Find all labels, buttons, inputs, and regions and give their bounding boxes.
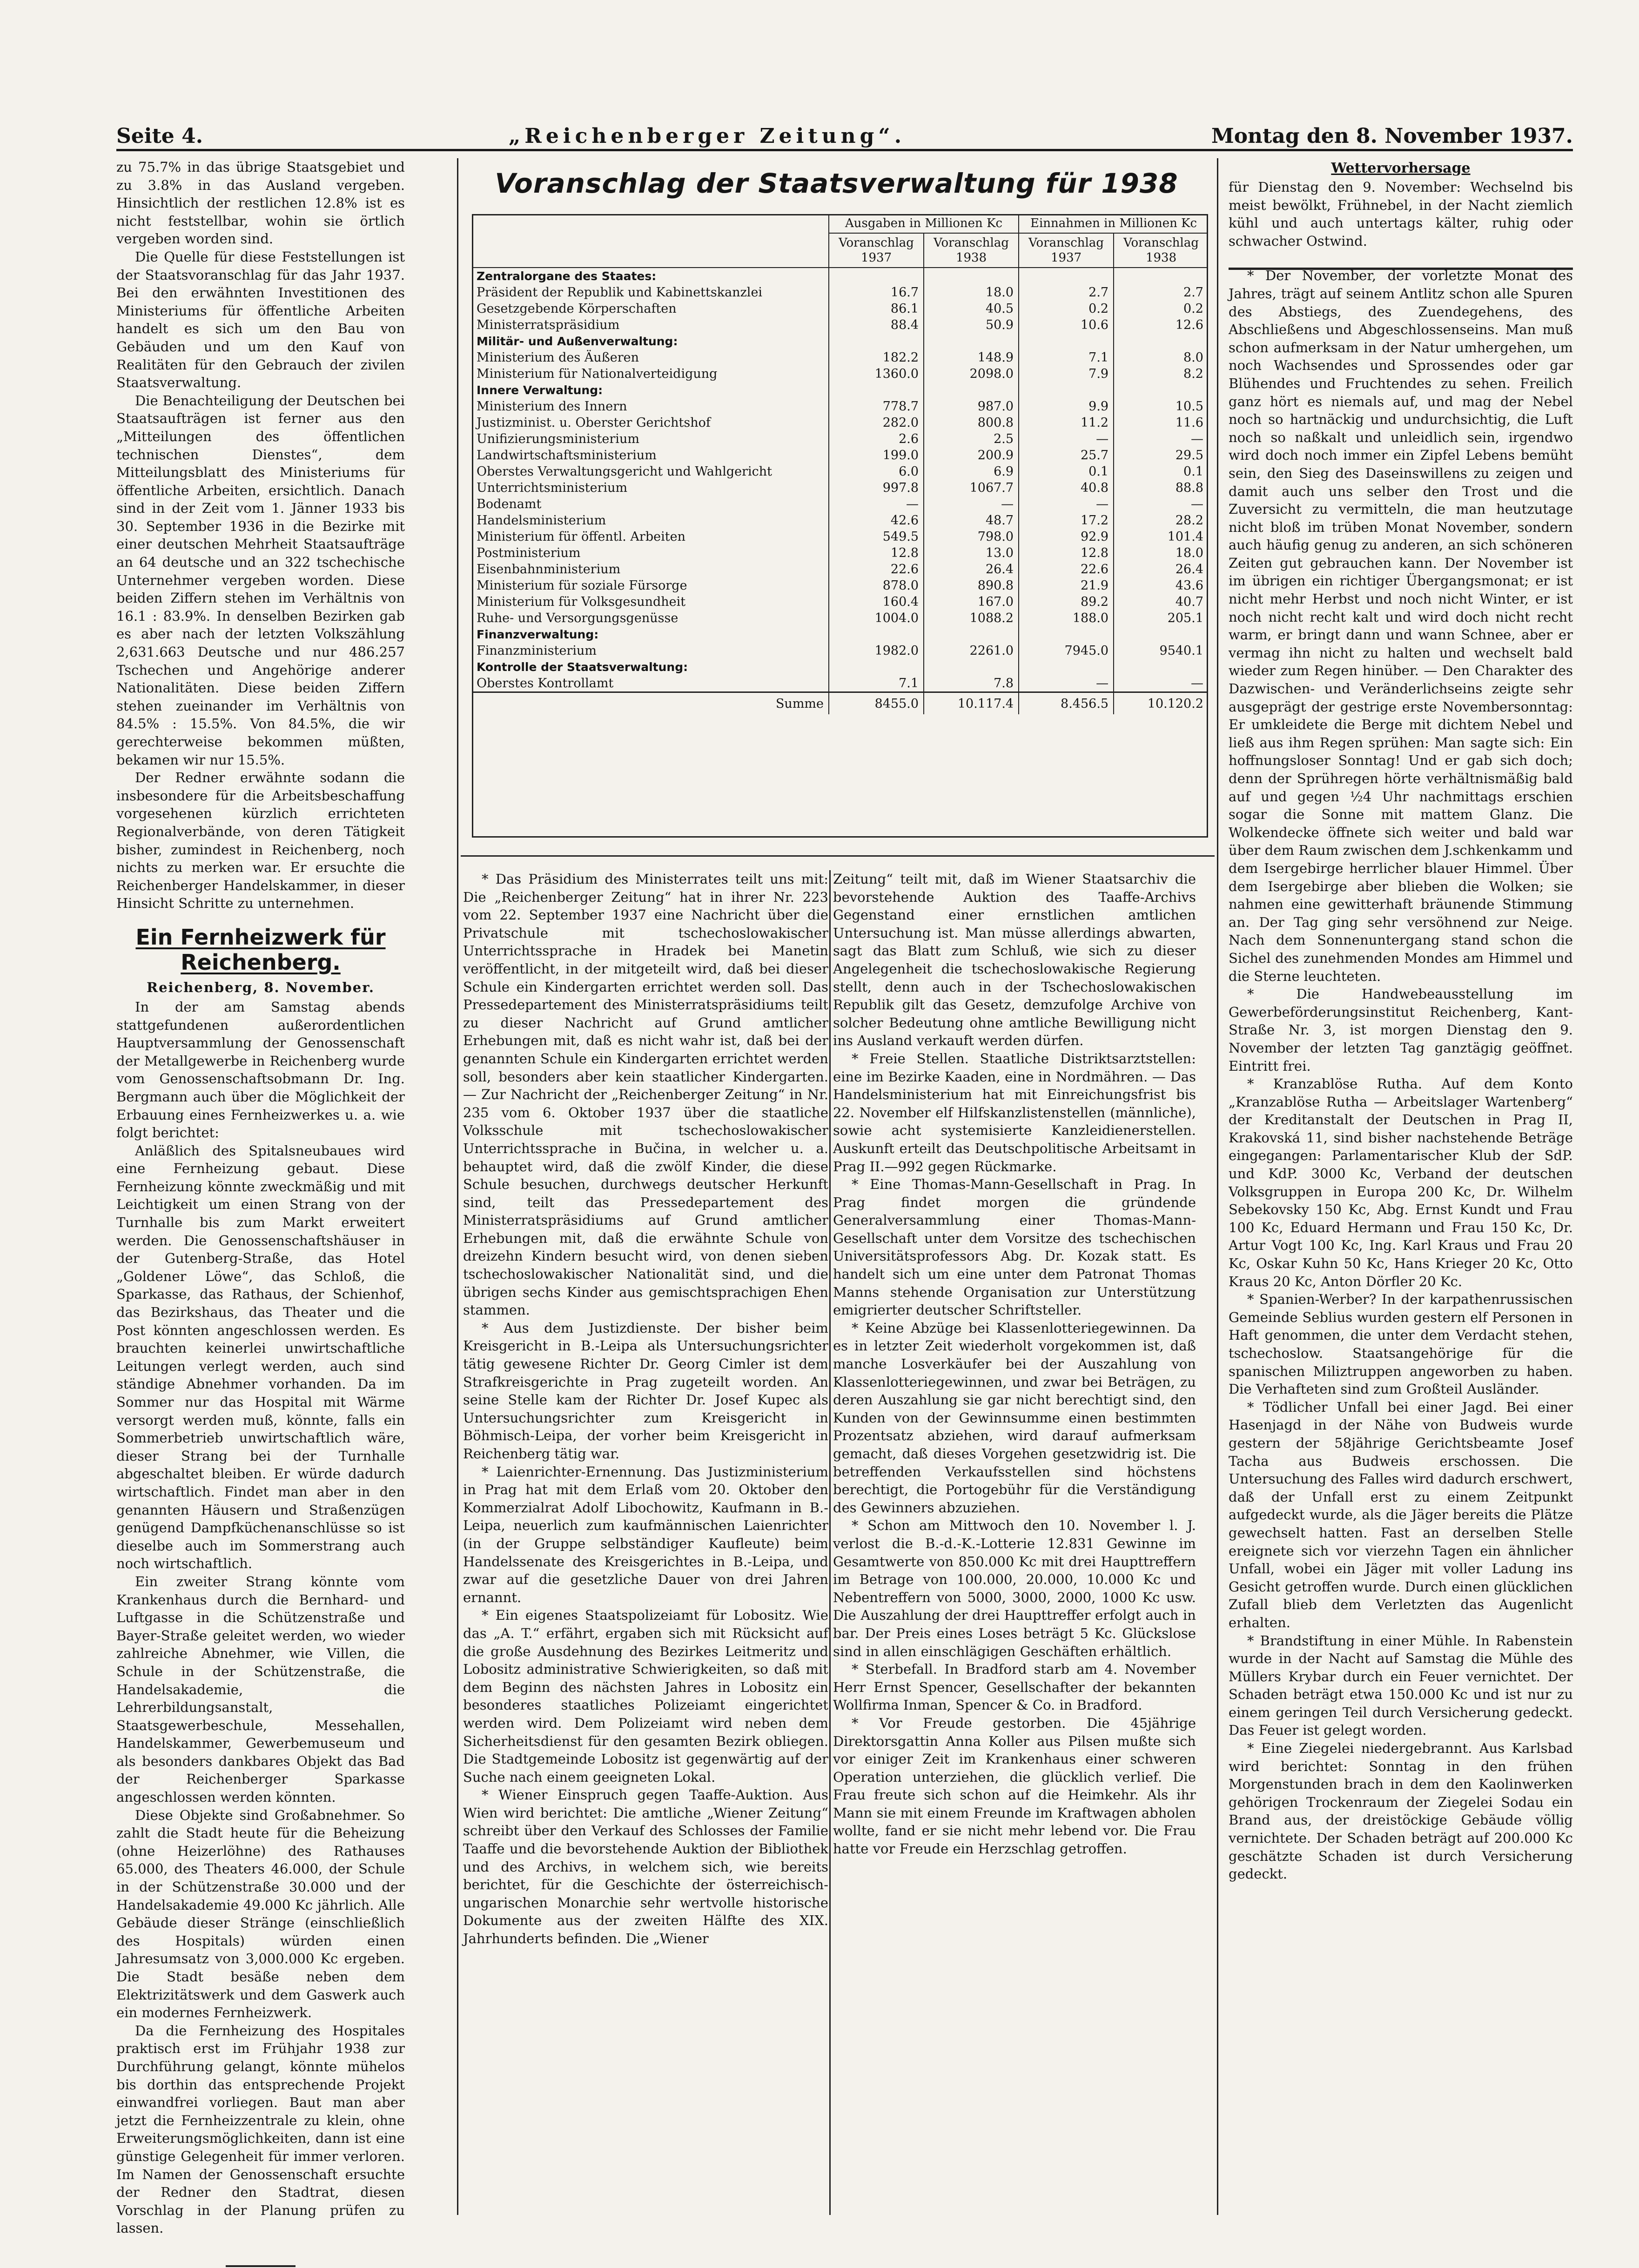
row-value bbox=[924, 268, 1019, 284]
column-rule-3 bbox=[1217, 158, 1218, 2215]
table-row bbox=[472, 349, 1208, 366]
row-label: Handelsministerium bbox=[477, 513, 606, 528]
table-row bbox=[472, 675, 1208, 692]
article-paragraph: Die Quelle für diese Feststellungen ist der Staatsvoranschlag für das Jahr 1937. Bei den erwähnten Investitionen des Ministeriums für öffentliche Arbeiten handelt es sich um den Bau von Gebäuden und um den Kauf von Realitäten für den Gebrauch der zivilen Staatsverwaltung. bbox=[116, 248, 405, 391]
row-value: 282.0 bbox=[829, 415, 924, 431]
row-value: 16.7 bbox=[829, 284, 924, 301]
row-value: 205.1 bbox=[1114, 610, 1208, 626]
table-row bbox=[472, 594, 1208, 610]
row-value: 2.6 bbox=[829, 431, 924, 447]
row-value: 11.2 bbox=[1019, 415, 1114, 431]
article-paragraph: In der am Samstag abends stattgefundenen außerordentlichen Hauptversammlung der Genossenschaft der Metallgewerbe in Reichenberg wurde vom Genossenschaftsobmann Dr. Ing. Bergmann auch über die Möglichkeit der Erbauung eines Fernheizwerkes u. a. wie folgt berichtet: bbox=[116, 999, 405, 1141]
row-value: 6.0 bbox=[829, 463, 924, 480]
article-headline: Ein Fernheizwerk für Reichenberg. bbox=[135, 924, 386, 975]
row-label: Ministerium des Äußeren bbox=[477, 350, 639, 365]
row-label: Landwirtschaftsministerium bbox=[477, 448, 657, 463]
issue-date: Montag den 8. November 1937. bbox=[1211, 124, 1573, 148]
row-value: 9.9 bbox=[1019, 398, 1114, 415]
table-row bbox=[472, 415, 1208, 431]
row-value bbox=[1114, 268, 1208, 284]
news-item: * Spanien-Werber? In der karpathenrussischen Gemeinde Seblius wurden gestern elf Personen in Haft genommen, die unter dem Verdacht stehen, tschechoslow. Staatsangehörige für die spanischen Miliztruppen angeworben zu haben. Die Verhafteten sind zum Großteil Ausländer. bbox=[1229, 1291, 1573, 1397]
table-row bbox=[472, 463, 1208, 480]
row-value: 6.9 bbox=[924, 463, 1019, 480]
column-2 bbox=[463, 870, 828, 2210]
table-group-row bbox=[472, 382, 1208, 398]
end-rule bbox=[226, 2265, 296, 2267]
row-value: 1982.0 bbox=[829, 643, 924, 659]
row-label: Ministerratspräsidium bbox=[477, 318, 620, 332]
row-value: 40.5 bbox=[924, 301, 1019, 317]
article-paragraph: Die Benachteiligung der Deutschen bei Staatsaufträgen ist ferner aus den „Mitteilungen des öffentlichen technischen Dienstes“, dem Mitteilungsblatt des Ministeriums für öffentliche Arbeiten, ersichtlich. Danach sind in der Zeit vom 1. Jänner 1933 bis 30. September 1936 in die Bezirke mit einer deutschen Mehrheit Staatsaufträge an 64 deutsche und an 322 tschechische Unternehmer vergeben worden. Diese beiden Ziffern stehen im Verhältnis von 16.1 : 83.9%. In denselben Bezirken gab es aber nach der letzten Volkszählung 2,631.663 Deutsche und nur 486.257 Tschechen und Angehörige anderer Nationalitäten. Diese beiden Ziffern stehen zueinander im Verhältnis von 84.5% : 15.5%. Von 84.5%, die wir gerechterweise bekommen müßten, bekamen wir nur 15.5%. bbox=[116, 392, 405, 768]
row-value: 26.4 bbox=[924, 561, 1019, 577]
row-label: Ministerium des Innern bbox=[477, 399, 627, 414]
row-value: 200.9 bbox=[924, 447, 1019, 463]
row-label: Ministerium für öffentl. Arbeiten bbox=[477, 530, 685, 544]
row-value: 7.9 bbox=[1019, 366, 1114, 382]
row-value: 199.0 bbox=[829, 447, 924, 463]
row-value: 28.2 bbox=[1114, 512, 1208, 529]
row-label: Militär- und Außenverwaltung: bbox=[477, 335, 678, 348]
row-value: 13.0 bbox=[924, 545, 1019, 561]
column-4 bbox=[1229, 158, 1573, 2210]
row-value: 40.8 bbox=[1019, 480, 1114, 496]
row-value: 2098.0 bbox=[924, 366, 1019, 382]
news-item: * Die Handwebeausstellung im Gewerbeförderungsinstitut Reichenberg, Kant-Straße Nr. 3, ist morgen Dienstag den 9. November der letzten Tag ganztägig geöffnet. Eintritt frei. bbox=[1229, 986, 1573, 1074]
row-value: 25.7 bbox=[1019, 447, 1114, 463]
article-paragraph: zu 75.7% in das übrige Staatsgebiet und zu 3.8% in das Ausland vergeben. Hinsichtlich der restlichen 12.8% ist es nicht feststellbar, wohin sie örtlich vergeben worden sind. bbox=[116, 159, 405, 247]
row-value: 7.1 bbox=[1019, 349, 1114, 366]
row-value: 798.0 bbox=[924, 529, 1019, 545]
column-rule-1 bbox=[457, 158, 458, 2215]
table-row bbox=[472, 496, 1208, 512]
table-row bbox=[472, 480, 1208, 496]
table-row bbox=[472, 366, 1208, 382]
row-value: — bbox=[829, 496, 924, 512]
table-bottom-rule bbox=[461, 855, 1215, 857]
row-value bbox=[829, 333, 924, 349]
row-value: 86.1 bbox=[829, 301, 924, 317]
table-title: Voranschlag der Staatsverwaltung für 1938 bbox=[495, 168, 1178, 199]
row-value: 0.1 bbox=[1114, 463, 1208, 480]
row-label: Kontrolle der Staatsverwaltung: bbox=[477, 660, 688, 674]
news-item: * Laienrichter-Ernennung. Das Justizministerium in Prag hat mit dem Erlaß vom 20. Oktober den Kommerzialrat Adolf Libochowitz, Kaufmann in B.-Leipa, neuerlich zum kaufmännischen Laienrichter (in der Gruppe selbständiger Kaufleute) beim Handelssenate des Kreisgerichtes in B.-Leipa, und zwar auf die gesetzliche Dauer von drei Jahren ernannt. bbox=[463, 1463, 828, 1605]
row-label: Unifizierungsministerium bbox=[477, 432, 639, 446]
row-value: 1004.0 bbox=[829, 610, 924, 626]
article-paragraph: Der Redner erwähnte sodann die insbesondere für die Arbeitsbeschaffung vorgesehenen kürzlich errichteten Regionalverbände, von deren Tätigkeit bisher, zumindest in Reichenberg, noch nichts zu merken war. Er ersuchte die Reichenberger Handelskammer, in dieser Hinsicht Schritte zu unternehmen. bbox=[116, 770, 405, 912]
row-value bbox=[829, 382, 924, 398]
table-row bbox=[472, 643, 1208, 659]
row-value: 167.0 bbox=[924, 594, 1019, 610]
row-value: 2.7 bbox=[1019, 284, 1114, 301]
row-value: 26.4 bbox=[1114, 561, 1208, 577]
row-label: Summe bbox=[472, 692, 829, 715]
row-value: — bbox=[1019, 675, 1114, 692]
table-sum-row bbox=[472, 692, 1208, 715]
row-value: 997.8 bbox=[829, 480, 924, 496]
row-value: 8.0 bbox=[1114, 349, 1208, 366]
subheader: Voranschlag 1937 bbox=[829, 233, 924, 268]
row-label: Unterrichtsministerium bbox=[477, 481, 628, 495]
row-value bbox=[1114, 659, 1208, 675]
row-value: — bbox=[1019, 431, 1114, 447]
row-value bbox=[1019, 268, 1114, 284]
news-item: * Freie Stellen. Staatliche Distriktsarztstellen: eine im Bezirke Kaaden, eine in Nordmähren. — Das Handelsministerium hat mit Einreichungsfrist bis 22. November elf Hilfskanzlistenstellen (männliche), sowie acht systemisierte Kanzleidienerstellen. Auskunft erteilt das Deutschpolitische Arbeitsamt in Prag II.—992 gegen Rückmarke. bbox=[833, 1050, 1196, 1174]
column-1 bbox=[116, 158, 405, 2236]
table-row bbox=[472, 577, 1208, 594]
table-group-row bbox=[472, 626, 1208, 643]
row-value: 88.4 bbox=[829, 317, 924, 333]
row-value: 10.6 bbox=[1019, 317, 1114, 333]
row-label: Zentralorgane des Staates: bbox=[477, 269, 657, 283]
row-value bbox=[829, 659, 924, 675]
row-value: 182.2 bbox=[829, 349, 924, 366]
row-value: 987.0 bbox=[924, 398, 1019, 415]
news-item: * Ein eigenes Staatspolizeiamt für Lobositz. Wie das „A. T.“ erfährt, ergaben sich mit Rücksicht auf die große Ausdehnung des Bezirkes Leitmeritz und Lobositz administrative Schwierigkeiten, so daß mit dem Beginn des nächsten Jahres in Lobositz ein besonderes staatliches Polizeiamt eingerichtet werden wird. Dem Polizeiamt wird neben dem Sicherheitsdienst für den gesamten Bezirk obliegen. Die Stadtgemeinde Lobositz ist gegenwärtig auf der Suche nach einem geeigneten Lokal. bbox=[463, 1607, 828, 1785]
row-value bbox=[924, 382, 1019, 398]
article-paragraph: Da die Fernheizung des Hospitales praktisch erst im Frühjahr 1938 zur Durchführung gelangt, könnte mühelos bis dorthin das entsprechende Projekt einwandfrei vorliegen. Baut man aber jetzt die Fernheizzentrale zu klein, ohne Erweiterungsmöglichkeiten, dann ist eine günstige Gelegenheit für immer verloren. Im Namen der Genossenschaft ersuchte der Redner den Stadtrat, diesen Vorschlag in der Planung prüfen zu lassen. bbox=[116, 2022, 405, 2236]
row-value: 0.2 bbox=[1019, 301, 1114, 317]
row-value: 890.8 bbox=[924, 577, 1019, 594]
row-value: 89.2 bbox=[1019, 594, 1114, 610]
row-label: Finanzverwaltung: bbox=[477, 628, 599, 641]
row-label: Präsident der Republik und Kabinettskanzlei bbox=[477, 285, 763, 300]
row-value: 18.0 bbox=[924, 284, 1019, 301]
masthead: „Reichenberger Zeitung“. bbox=[508, 124, 906, 148]
row-value: 2261.0 bbox=[924, 643, 1019, 659]
table-group-row bbox=[472, 268, 1208, 284]
row-value: 17.2 bbox=[1019, 512, 1114, 529]
row-value: 12.8 bbox=[1019, 545, 1114, 561]
header-income: Einnahmen in Millionen Kc bbox=[1019, 214, 1208, 233]
article-paragraph: Ein zweiter Strang könnte vom Krankenhaus durch die Bernhard- und Luftgasse in die Schützenstraße und Bayer-Straße geleitet werden, wo wieder zahlreiche Abnehmer, wie Villen, die Schule in der Schützenstraße, die Handelsakademie, die Lehrerbildungsanstalt, Staatsgewerbeschule, Messehallen, Handelskammer, Gewerbemuseum und als besonders dankbares Objekt das Bad der Reichenberger Sparkasse angeschlossen werden könnten. bbox=[116, 1573, 405, 1805]
column-rule-2 bbox=[829, 870, 831, 2215]
row-value: 160.4 bbox=[829, 594, 924, 610]
row-value: 12.6 bbox=[1114, 317, 1208, 333]
row-value: 12.8 bbox=[829, 545, 924, 561]
table-row bbox=[472, 610, 1208, 626]
row-value: 10.120.2 bbox=[1114, 692, 1208, 715]
row-value: 778.7 bbox=[829, 398, 924, 415]
news-item: * Sterbefall. In Bradford starb am 4. November Herr Ernst Spencer, Gesellschafter der bekannten Wollfirma Inman, Spencer & Co. in Bradford. bbox=[833, 1661, 1196, 1713]
row-value: — bbox=[1114, 675, 1208, 692]
row-value: — bbox=[1114, 431, 1208, 447]
row-value bbox=[924, 333, 1019, 349]
page-number: Seite 4. bbox=[116, 124, 203, 148]
row-value: 50.9 bbox=[924, 317, 1019, 333]
table-group-row bbox=[472, 659, 1208, 675]
row-value: — bbox=[924, 496, 1019, 512]
table-body bbox=[472, 268, 1208, 714]
row-value: 0.2 bbox=[1114, 301, 1208, 317]
row-value: 549.5 bbox=[829, 529, 924, 545]
row-value: — bbox=[1114, 496, 1208, 512]
row-label: Bodenamt bbox=[477, 497, 542, 511]
subheader: Voranschlag 1938 bbox=[924, 233, 1019, 268]
news-item: * Eine Ziegelei niedergebrannt. Aus Karlsbad wird berichtet: Sonntag in den frühen Morgenstunden brach in dem den Kaolinwerken gehörigen Trockenraum der Ziegelei Sodau ein Brand aus, der dreistöckige Gebäude völlig vernichtete. Der Schaden beträgt auf 200.000 Kc geschätzte Schaden ist durch Versicherung gedeckt. bbox=[1229, 1740, 1573, 1882]
budget-table-block bbox=[465, 158, 1208, 842]
news-item: * Aus dem Justizdienste. Der bisher beim Kreisgericht in B.-Leipa als Untersuchungsrichter tätig gewesene Richter Dr. Georg Cimler ist dem Strafkreisgerichte in Prag zugeteilt worden. An seine Stelle kam der Richter Dr. Josef Kupec als Untersuchungsrichter zum Kreisgericht in Böhmisch-Leipa, der vorher beim Kreisgericht in Reichenberg tätig war. bbox=[463, 1320, 828, 1462]
row-value: 188.0 bbox=[1019, 610, 1114, 626]
row-value: 0.1 bbox=[1019, 463, 1114, 480]
row-value: 7.8 bbox=[924, 675, 1019, 692]
row-value: 92.9 bbox=[1019, 529, 1114, 545]
row-label: Postministerium bbox=[477, 546, 581, 560]
table-row bbox=[472, 529, 1208, 545]
header-expenses: Ausgaben in Millionen Kc bbox=[829, 214, 1019, 233]
news-item: * Keine Abzüge bei Klassenlotteriegewinnen. Da es in letzter Zeit wiederholt vorgekommen ist, daß manche Losverkäufer bei der Auszahlung von Klassenlotteriegewinnen, und zwar bei Beträgen, zu deren Auszahlung sie gar nicht berechtigt sind, den Kunden von der Gewinnsumme einen bestimmten Prozentsatz abziehen, wird darauf aufmerksam gemacht, daß dieses Vorgehen gesetzwidrig ist. Die betreffenden Verkaufsstellen sind höchstens berechtigt, die Portogebühr für die Verständigung des Gewinners abzuziehen. bbox=[833, 1320, 1196, 1516]
row-value: 40.7 bbox=[1114, 594, 1208, 610]
row-value: 10.117.4 bbox=[924, 692, 1019, 715]
news-item: * Kranzablöse Rutha. Auf dem Konto „Kranzablöse Rutha — Arbeitslager Wartenberg“ der Kreditanstalt der Deutschen in Prag II, Krakovská 11, sind bisher nachstehende Beträge eingegangen: Parlamentarischer Klub der SdP. und KdP. 3000 Kc, Verband der deutschen Volksgruppen in Europa 200 Kc, Dr. Wilhelm Sebekovsky 150 Kc, Abg. Ernst Kundt und Frau 100 Kc, Eduard Hermann und Frau 150 Kc, Dr. Artur Vogt 100 Kc, Ing. Karl Kraus und Frau 20 Kc, Oskar Kuhn 50 Kc, Hans Krieger 20 Kc, Otto Kraus 20 Kc, Anton Dörfler 20 Kc. bbox=[1229, 1076, 1573, 1289]
row-value bbox=[924, 626, 1019, 643]
article-dateline: Reichenberg, 8. November. bbox=[147, 979, 375, 995]
row-value: 42.6 bbox=[829, 512, 924, 529]
row-value: 8455.0 bbox=[829, 692, 924, 715]
news-item: * Der November, der vorletzte Monat des Jahres, trägt auf seinem Antlitz schon alle Spuren des Abstiegs, des Zuendegehens, des Abschließens und Abgeschlossenseins. Man muß schon aufmerksam in der Natur umhergehen, um noch Wachsendes und Sprossendes oder gar Blühendes und Fruchtendes zu sehen. Freilich ganz hört es niemals auf, und mag der Nebel noch so hartnäckig und undurchsichtig, die Luft noch so naßkalt und unleidlich sein, irgendwo wird doch noch immer ein Zipfel Lebens bemüht sein, den Sieg des Daseinswillens zu zeigen und damit auch uns selber den Trost und die Zuversicht zu vermitteln, die man heutzutage nicht bloß im trüben Monat November, sondern auch häufig genug zu anderen, an sich schöneren Zeiten gut gebrauchen kann. Der November ist im übrigen ein richtiger Übergangsmonat; er ist nicht mehr Herbst und noch nicht Winter, er ist noch nicht recht kalt und wird doch nicht recht warm, er bringt dann und wann Schnee, aber er vermag ihn nicht zu halten und wechselt bald wieder zum Regen hinüber. — Den Charakter des Dazwischen- und Veränderlichseins zeigte sehr ausgeprägt der gestrige erste Novembersonntag: Er umkleidete die Berge mit dichtem Nebel und ließ aus ihm Regen sprühen: Man sagte sich: Ein hoffnungsloser Sonntag! Und er gab sich doch; denn der Sprühregen hörte verhältnismäßig bald auf und gegen ½4 Uhr nachmittags erschien sogar die Sonne mit mattem Glanz. Die Wolkendecke öffnete sich weiter und bald war über dem Raum zwischen dem J.schkenkamm und dem Isergebirge herrlicher blauer Himmel. Über dem Isergebirge aber blieben die Wolken; sie nahmen eine gewitterhaft bräunende Stimmung an. Der Tag ging sehr versöhnend zur Neige. Nach dem Sonnenuntergang stand schon die Sichel des zunehmenden Mondes am Himmel und die Sterne leuchteten. bbox=[1229, 268, 1573, 984]
row-value: 10.5 bbox=[1114, 398, 1208, 415]
row-value: 43.6 bbox=[1114, 577, 1208, 594]
row-value: 7.1 bbox=[829, 675, 924, 692]
article-paragraph: Anläßlich des Spitalsneubaues wird eine Fernheizung gebaut. Diese Fernheizung könnte zweckmäßig und mit Leichtigkeit um einen Strang von der Turnhalle bis zum Markt erweitert werden. Die Genossenschaftshäuser in der Gutenberg-Straße, das Hotel „Goldener Löwe“, das Schloß, die Sparkasse, das Rathaus, der Schienhof, das Bezirkshaus, das Theater und die Post könnten angeschlossen werden. Es brauchten keinerlei unwirtschaftliche Leitungen verlegt werden, auch sind ständige Abnehmer vorhanden. Da im Sommer nur das Hospital mit Wärme versorgt werden muß, könnte, falls ein Sommerbetrieb unwirtschaftlich wäre, dieser Strang bei der Turnhalle abgeschaltet bleiben. Er würde dadurch wirtschaftlich. Findet man aber in den genannten Häusern und Straßenzügen genügend Dampfküchenanschlüsse so ist dieselbe auch im Sommerstrang auch noch wirtschaftlich. bbox=[116, 1142, 405, 1572]
row-label: Innere Verwaltung: bbox=[477, 383, 603, 397]
row-value: 48.7 bbox=[924, 512, 1019, 529]
row-label: Ruhe- und Versorgungsgenüsse bbox=[477, 611, 678, 625]
row-value: 878.0 bbox=[829, 577, 924, 594]
news-item: Zeitung“ teilt mit, daß im Wiener Staatsarchiv die bevorstehende Auktion des Taaffe-Archivs Gegenstand einer ernstlichen amtlichen Untersuchung ist. Man müsse allerdings abwarten, sagt das Blatt zum Schluß, wie sich zu dieser Angelegenheit die tschechoslowakische Regierung stellt, denn auch in der Tschechoslowakischen Republik gilt das Gesetz, demzufolge Archive von solcher Bedeutung ohne amtliche Bewilligung nicht ins Ausland verkauft werden dürfen. bbox=[833, 871, 1196, 1049]
row-value: 7945.0 bbox=[1019, 643, 1114, 659]
news-item: * Schon am Mittwoch den 10. November l. J. verlost die B.-d.-K.-Lotterie 12.831 Gewinne im Gesamtwerte von 850.000 Kc mit drei Haupttreffern im Betrage von 100.000, 20.000, 10.000 Kc und Nebentreffern von 5000, 3000, 2000, 1000 Kc usw. Die Auszahlung der drei Haupttreffer erfolgt auch in bar. Der Preis eines Loses beträgt 5 Kc. Glückslose sind in allen einschlägigen Geschäften erhältlich. bbox=[833, 1517, 1196, 1659]
column-3 bbox=[833, 870, 1196, 2210]
row-value: 88.8 bbox=[1114, 480, 1208, 496]
row-value bbox=[829, 268, 924, 284]
table-row bbox=[472, 398, 1208, 415]
row-label: Gesetzgebende Körperschaften bbox=[477, 302, 677, 316]
row-label: Oberstes Verwaltungsgericht und Wahlgericht bbox=[477, 464, 772, 479]
table-row bbox=[472, 284, 1208, 301]
row-value: 29.5 bbox=[1114, 447, 1208, 463]
row-value: 2.5 bbox=[924, 431, 1019, 447]
weather-forecast: für Dienstag den 9. November: Wechselnd bis meist bewölkt, Frühnebel, in der Nacht ziemlich kühl und auch untertags kälter, ruhig oder schwacher Ostwind. bbox=[1229, 179, 1573, 249]
row-value: — bbox=[1019, 496, 1114, 512]
table-row bbox=[472, 545, 1208, 561]
row-label: Finanzministerium bbox=[477, 644, 597, 658]
table-row bbox=[472, 301, 1208, 317]
news-item: * Eine Thomas-Mann-Gesellschaft in Prag. In Prag findet morgen die gründende Generalversammlung einer Thomas-Mann-Gesellschaft unter dem Vorsitze des tschechischen Universitätsprofessors Abg. Dr. Kozak statt. Es handelt sich um eine unter dem Patronat Thomas Manns stehende Organisation zur Unterstützung emigrierter deutscher Schriftsteller. bbox=[833, 1176, 1196, 1318]
row-value bbox=[1019, 333, 1114, 349]
header-rule bbox=[116, 149, 1573, 151]
row-value: 22.6 bbox=[1019, 561, 1114, 577]
row-label: Ministerium für Nationalverteidigung bbox=[477, 367, 718, 381]
table-row bbox=[472, 431, 1208, 447]
news-item: * Tödlicher Unfall bei einer Jagd. Bei einer Hasenjagd in der Nähe von Budweis wurde gestern der 58jährige Gerichtsbeamte Josef Tacha aus Budweis erschossen. Die Untersuchung des Falles wird dadurch erschwert, daß der Unfall erst zu einem Zeitpunkt aufgedeckt wurde, als die Jäger bereits die Plätze gewechselt hatten. Fast an derselben Stelle ereignete sich vor vierzehn Tagen ein ähnlicher Unfall, wobei ein Jäger mit voller Ladung ins Gesicht getroffen wurde. Durch einen glücklichen Zufall blieb dem Verletzten das Augenlicht erhalten. bbox=[1229, 1399, 1573, 1631]
row-value: 2.7 bbox=[1114, 284, 1208, 301]
table-row bbox=[472, 447, 1208, 463]
subheader: Voranschlag 1937 bbox=[1019, 233, 1114, 268]
row-value: 148.9 bbox=[924, 349, 1019, 366]
row-value bbox=[1114, 626, 1208, 643]
news-item: * Brandstiftung in einer Mühle. In Rabenstein wurde in der Nacht auf Samstag die Mühle des Müllers Krybar durch ein Feuer vernichtet. Der Schaden beträgt etwa 150.000 Kc und ist nur zu einem geringen Teil durch Versicherung gedeckt. Das Feuer ist gelegt worden. bbox=[1229, 1632, 1573, 1738]
table-row bbox=[472, 561, 1208, 577]
row-value: 8.2 bbox=[1114, 366, 1208, 382]
table-row bbox=[472, 317, 1208, 333]
row-value: 18.0 bbox=[1114, 545, 1208, 561]
row-value bbox=[1019, 626, 1114, 643]
row-value bbox=[924, 659, 1019, 675]
row-label: Oberstes Kontrollamt bbox=[477, 676, 614, 691]
row-value: 800.8 bbox=[924, 415, 1019, 431]
page-header bbox=[116, 106, 1573, 148]
row-value bbox=[829, 626, 924, 643]
row-value bbox=[1019, 659, 1114, 675]
weather-heading: Wettervorhersage bbox=[1331, 160, 1471, 176]
row-value: 21.9 bbox=[1019, 577, 1114, 594]
news-item: * Das Präsidium des Ministerrates teilt uns mit: Die „Reichenberger Zeitung“ hat in ihrer Nr. 223 vom 22. September 1937 eine Nachricht über die Privatschule mit tschechoslowakischer Unterrichtssprache in Hradek bei Manetin veröffentlicht, in der mitgeteilt wird, daß bei dieser Schule ein Kindergarten errichtet werden soll. Das Pressedepartement des Ministerratspräsidiums teilt zu dieser Nachricht auf Grund amtlicher Erhebungen mit, daß es nicht wahr ist, daß bei der genannten Schule ein Kindergarten errichtet werden soll, besonders aber kein staatlicher Kindergarten. — Zur Nachricht der „Reichenberger Zeitung“ in Nr. 235 vom 6. Oktober 1937 über die staatliche Volksschule mit tschechoslowakischer Unterrichtssprache in Bučina, in welcher u. a. behauptet wird, daß die zwölf Kinder, die diese Schule besuchen, durchwegs deutscher Herkunft sind, teilt das Pressedepartement des Ministerratspräsidiums auf Grund amtlicher Erhebungen mit, daß die erwähnte Schule von dreizehn Kindern besucht wird, von denen sieben tschechoslowakischer Nationalität sind, und die übrigen sechs Kinder aus gemischtsprachigen Ehen stammen. bbox=[463, 871, 828, 1318]
row-value: 1088.2 bbox=[924, 610, 1019, 626]
row-label: Ministerium für Volksgesundheit bbox=[477, 595, 686, 609]
table-corner bbox=[472, 214, 829, 268]
budget-table bbox=[472, 214, 1208, 714]
row-value: 1067.7 bbox=[924, 480, 1019, 496]
article-paragraph: Diese Objekte sind Großabnehmer. So zahlt die Stadt heute für die Beheizung (ohne Heizerlöhne) des Rathauses 65.000, des Theaters 46.000, der Schule in der Schützenstraße 30.000 und der Handelsakademie 49.000 Kc jährlich. Alle Gebäude dieser Stränge (einschließlich des Hospitals) würden einen Jahresumsatz von 3,000.000 Kc ergeben. Die Stadt besäße neben dem Elektrizitätswerk und dem Gaswerk auch ein modernes Fernheizwerk. bbox=[116, 1807, 405, 2021]
row-value: 22.6 bbox=[829, 561, 924, 577]
row-value bbox=[1114, 333, 1208, 349]
row-value: 11.6 bbox=[1114, 415, 1208, 431]
row-label: Justizminist. u. Oberster Gerichtshof bbox=[477, 416, 711, 430]
table-row bbox=[472, 512, 1208, 529]
news-item: * Vor Freude gestorben. Die 45jährige Direktorsgattin Anna Koller aus Pilsen mußte sich vor einiger Zeit im Krankenhaus einer schweren Operation unterziehen, die glücklich verlief. Die Frau freute sich schon auf die Heimkehr. Als ihr Mann sie mit einem Freunde im Kraftwagen abholen wollte, fand er sie nicht mehr lebend vor. Die Frau hatte vor Freude ein Herzschlag getroffen. bbox=[833, 1715, 1196, 1857]
row-value: 9540.1 bbox=[1114, 643, 1208, 659]
row-value bbox=[1114, 382, 1208, 398]
table-group-row bbox=[472, 333, 1208, 349]
row-value bbox=[1019, 382, 1114, 398]
row-label: Ministerium für soziale Fürsorge bbox=[477, 578, 687, 593]
subheader: Voranschlag 1938 bbox=[1114, 233, 1208, 268]
news-item: * Wiener Einspruch gegen Taaffe-Auktion. Aus Wien wird berichtet: Die amtliche „Wiener Zeitung“ schreibt über den Verkauf des Schlosses der Familie Taaffe und die bevorstehende Auktion der Bibliothek und des Archivs, in welchem sich, wie bereits berichtet, für die Geschichte der österreichisch-ungarischen Monarchie sehr wertvolle historische Dokumente aus der zweiten Hälfte des XIX. Jahrhunderts befinden. Die „Wiener bbox=[463, 1787, 828, 1947]
row-value: 8.456.5 bbox=[1019, 692, 1114, 715]
row-label: Eisenbahnministerium bbox=[477, 562, 621, 577]
row-value: 101.4 bbox=[1114, 529, 1208, 545]
row-value: 1360.0 bbox=[829, 366, 924, 382]
